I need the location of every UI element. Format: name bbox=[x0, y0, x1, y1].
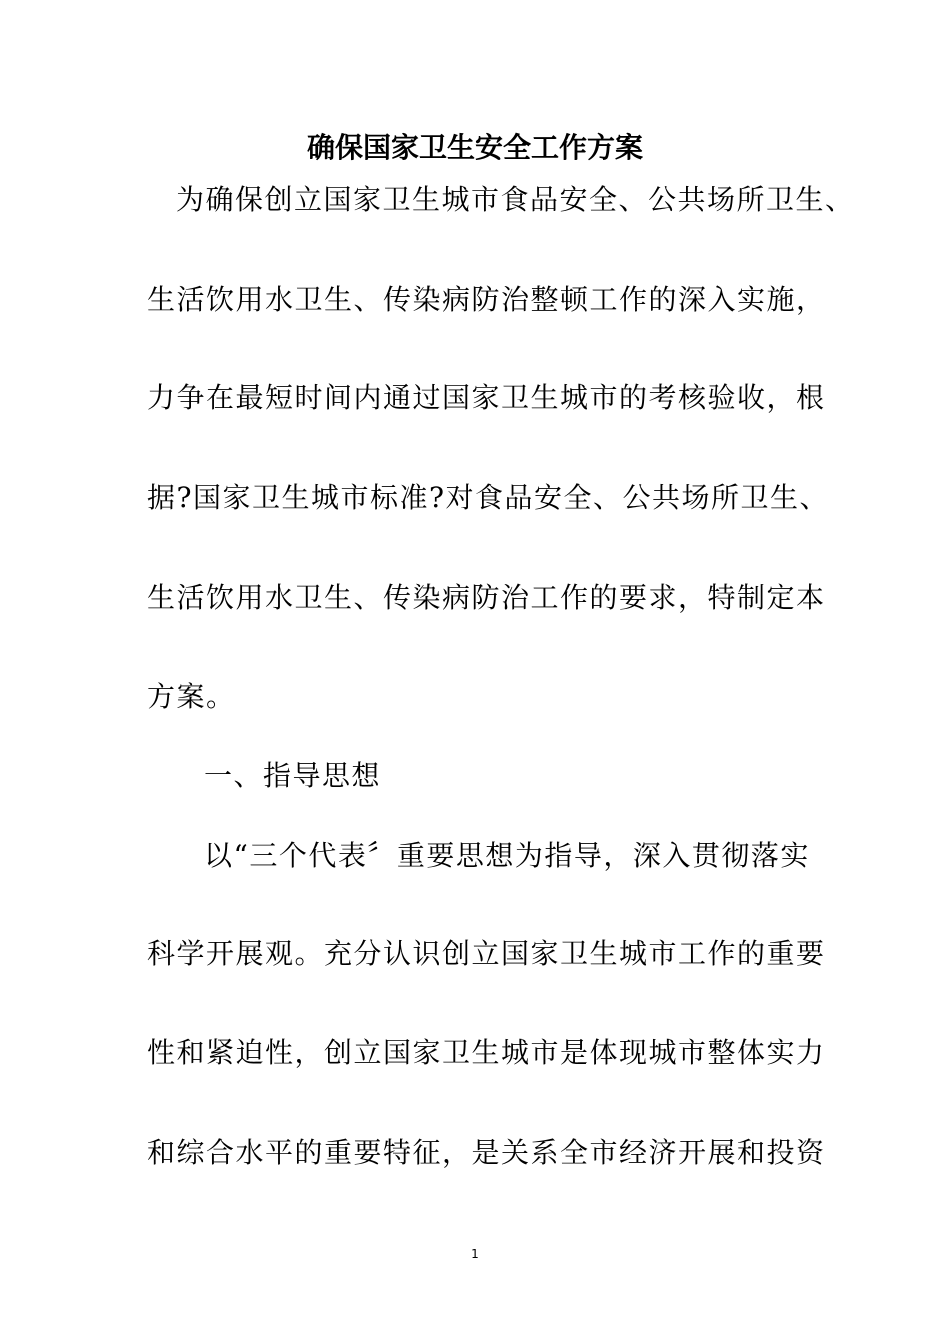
paragraph-line: 以“三个代表〞重要思想为指导，深入贯彻落实 bbox=[204, 839, 810, 872]
paragraph-line: 性和紧迫性，创立国家卫生城市是体现城市整体实力 bbox=[147, 1036, 826, 1069]
page-number: 1 bbox=[471, 1247, 479, 1261]
paragraph-line: 方案。 bbox=[147, 680, 236, 713]
section-heading: 一、指导思想 bbox=[204, 759, 382, 792]
document-title: 确保国家卫生安全工作方案 bbox=[306, 131, 643, 164]
paragraph-line: 生活饮用水卫生、传染病防治整顿工作的深入实施， bbox=[147, 283, 826, 316]
paragraph-line: 科学开展观。充分认识创立国家卫生城市工作的重要 bbox=[147, 937, 826, 970]
paragraph-line: 力争在最短时间内通过国家卫生城市的考核验收，根 bbox=[147, 381, 826, 414]
paragraph-line: 据?国家卫生城市标准?对食品安全、公共场所卫生、 bbox=[147, 481, 830, 514]
paragraph-line: 生活饮用水卫生、传染病防治工作的要求，特制定本 bbox=[147, 581, 826, 614]
paragraph-line: 为确保创立国家卫生城市食品安全、公共场所卫生、 bbox=[176, 183, 855, 216]
paragraph-line: 和综合水平的重要特征，是关系全市经济开展和投资 bbox=[147, 1136, 826, 1169]
